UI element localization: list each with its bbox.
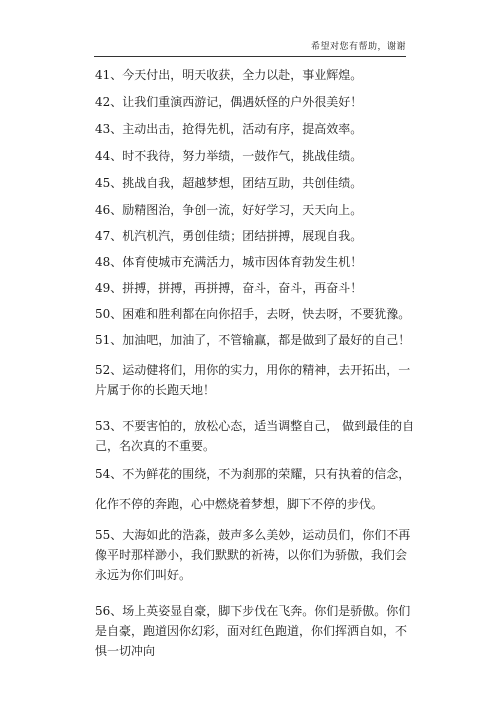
list-item: 47、机汽机汽，勇创佳绩；团结拼搏，展现自我。 xyxy=(95,229,363,243)
list-item: 46、励精图治，争创一流，好好学习，天天向上。 xyxy=(95,203,363,217)
paragraph: 53、不要害怕的，放松心态，适当调整自己， 做到最佳的自己，名次真的不重要。 xyxy=(95,419,415,453)
list-item: 49、拼搏，拼搏，再拼搏，奋斗，奋斗，再奋斗！ xyxy=(95,281,363,295)
header-rule xyxy=(94,56,406,57)
paragraph: 55、大海如此的浩淼，鼓声多么美妙，运动员们，你们不再像平时那样渺小，我们默默的祈祷，以你们为骄傲，我们会永远为你们叫好。 xyxy=(95,528,411,582)
list-item: 41、今天付出，明天收获，全力以赴，事业辉煌。 xyxy=(95,68,363,82)
paragraph: 52、运动健将们，用你的实力，用你的精神，去开拓出，一片属于你的长跑天地！ xyxy=(95,363,411,397)
paragraph: 56、场上英姿显自豪，脚下步伐在飞奔。你们是骄傲。你们是自豪，跑道因你幻彩，面对红色跑道，你们挥洒自如，不惧一切冲向 xyxy=(95,604,411,658)
list-item: 44、时不我待，努力举绩，一鼓作气，挑战佳绩。 xyxy=(95,149,363,163)
list-item: 43、主动出击，抢得先机，活动有序，提高效率。 xyxy=(95,122,363,136)
list-item: 42、让我们重演西游记，偶遇妖怪的户外很美好！ xyxy=(95,95,363,109)
paragraph: 54、不为鲜花的围绕，不为刹那的荣耀，只有执着的信念，化作不停的奔跑，心中燃烧着梦想，脚下不停的步伐。 xyxy=(95,467,411,511)
list-item: 51、加油吧，加油了，不管输赢，都是做到了最好的自己！ xyxy=(95,333,411,347)
list-item: 50、困难和胜利都在向你招手，去呀，快去呀，不要犹豫。 xyxy=(95,307,411,321)
list-item: 48、体育使城市充满活力，城市因体育勃发生机！ xyxy=(95,255,363,269)
header-note: 希望对您有帮助，谢谢 xyxy=(310,42,406,52)
list-item: 45、挑战自我，超越梦想，团结互助，共创佳绩。 xyxy=(95,176,363,190)
